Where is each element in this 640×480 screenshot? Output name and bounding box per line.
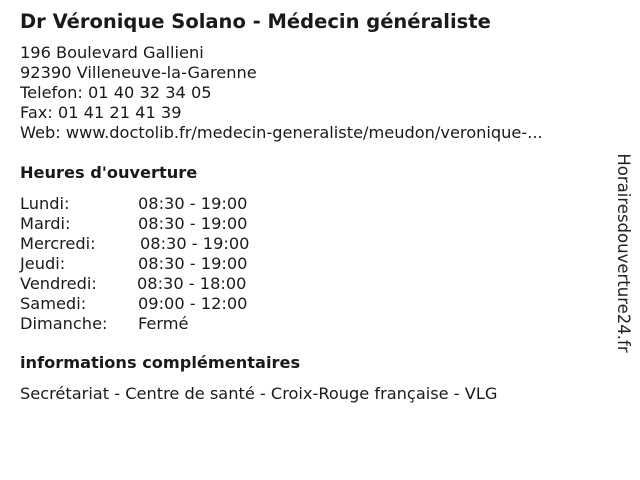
day-hours: Fermé [138, 314, 189, 333]
day-hours: 08:30 - 19:00 [138, 194, 248, 213]
hours-row-thursday [20, 254, 320, 274]
city-address: 92390 Villeneuve-la-Garenne [20, 63, 257, 82]
day-hours: 08:30 - 19:00 [138, 254, 248, 273]
address-block [20, 43, 543, 143]
hours-row-friday [20, 274, 320, 294]
day-label: Mardi: [20, 214, 71, 233]
day-label: Jeudi: [20, 254, 66, 273]
phone-number: Telefon: 01 40 32 34 05 [20, 83, 212, 102]
additional-info-text: Secrétariat - Centre de santé - Croix-Rouge française - VLG [20, 384, 498, 403]
fax-number: Fax: 01 41 21 41 39 [20, 103, 182, 122]
page-title: Dr Véronique Solano - Médecin généraliste [20, 10, 491, 33]
hours-row-wednesday [20, 234, 320, 254]
day-label: Lundi: [20, 194, 70, 213]
day-hours: 08:30 - 18:00 [137, 274, 247, 293]
hours-row-sunday [20, 314, 320, 334]
day-hours: 09:00 - 12:00 [138, 294, 248, 313]
day-hours: 08:30 - 19:00 [140, 234, 250, 253]
opening-hours-table [20, 194, 320, 334]
hours-row-monday [20, 194, 320, 214]
opening-hours-heading: Heures d'ouverture [20, 163, 198, 182]
hours-row-tuesday [20, 214, 320, 234]
website-link[interactable]: Web: www.doctolib.fr/medecin-generaliste/meudon/veronique-... [20, 123, 543, 142]
additional-info-heading: informations complémentaires [20, 353, 301, 372]
day-hours: 08:30 - 19:00 [138, 214, 248, 233]
website-line [20, 123, 543, 143]
street-address: 196 Boulevard Gallieni [20, 43, 204, 62]
day-label: Samedi: [20, 294, 87, 313]
day-label: Dimanche: [20, 314, 108, 333]
hours-row-saturday [20, 294, 320, 314]
day-label: Mercredi: [20, 234, 96, 253]
day-label: Vendredi: [20, 274, 97, 293]
site-watermark: Horairesdouverture24.fr [614, 153, 633, 353]
